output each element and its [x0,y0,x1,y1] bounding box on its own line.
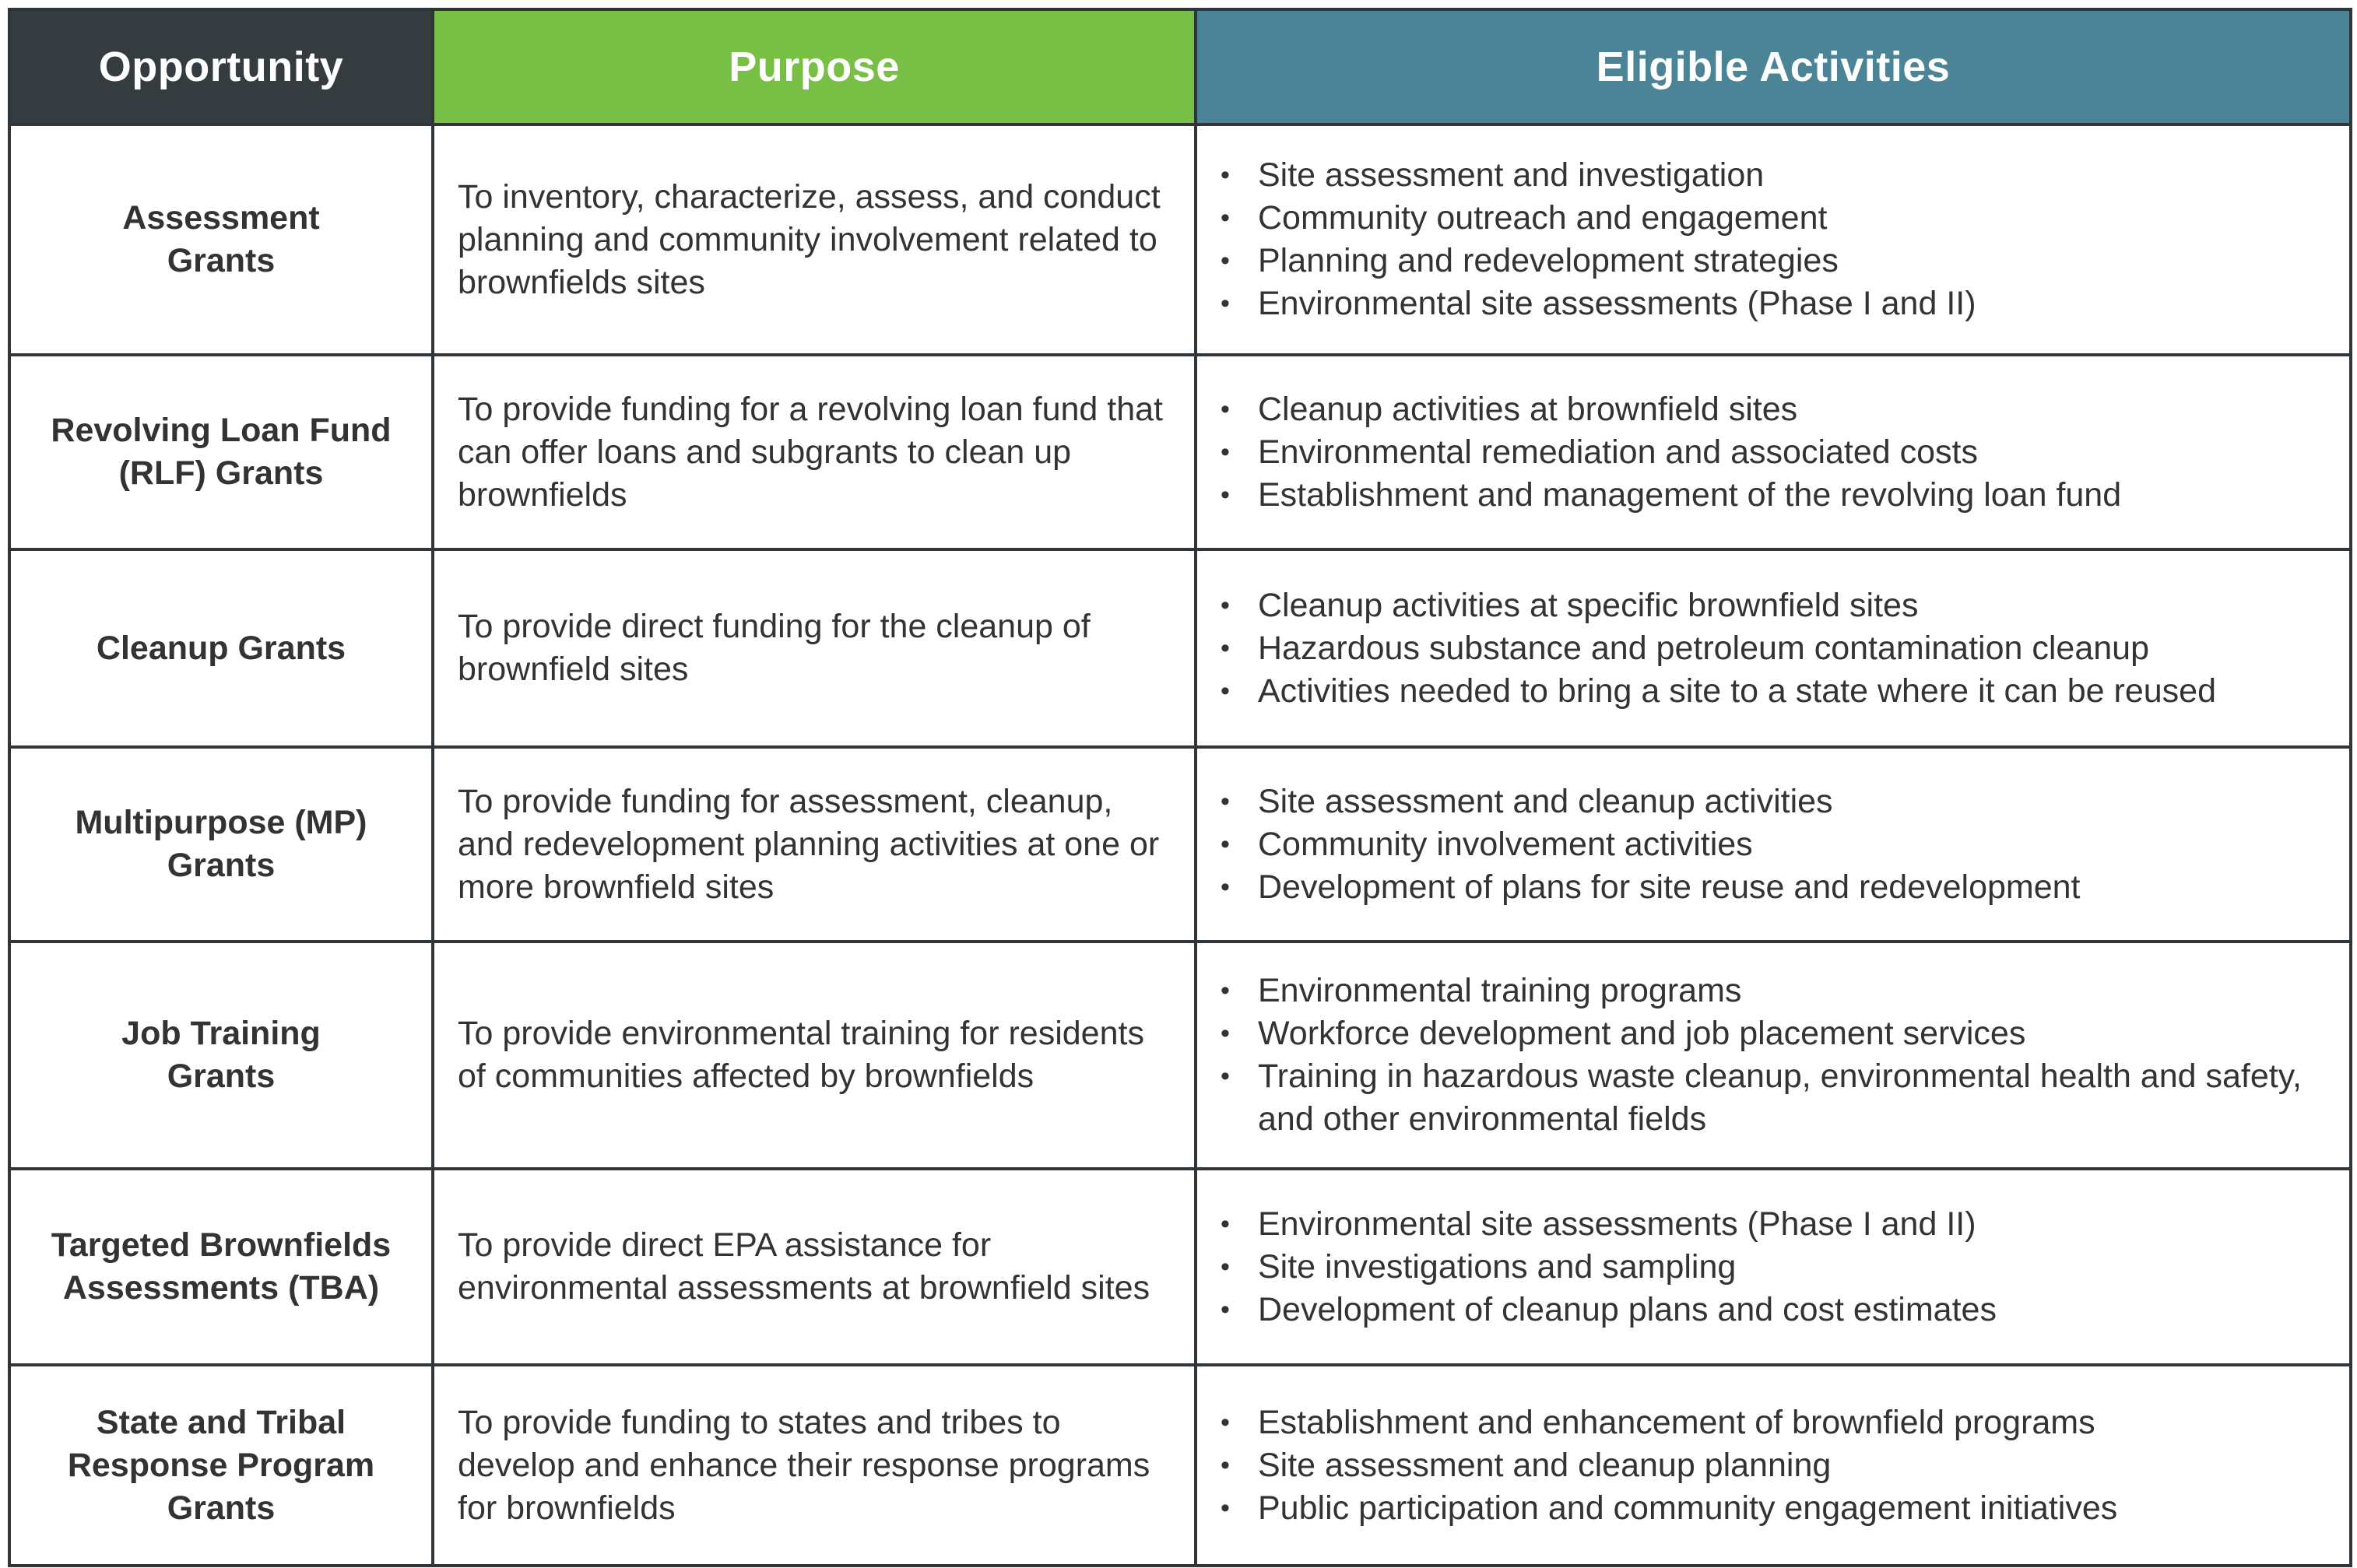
opportunity-name-line: Response Program [67,1446,375,1484]
opportunity-name-line: Grants [167,242,276,279]
list-item [1213,823,2331,866]
opportunity-cell [9,1169,433,1365]
bullet-icon: • [1221,633,1230,663]
list-item [1213,970,2331,1012]
activities-list [1213,780,2331,909]
list-item [1213,197,2331,240]
activity-text: Establishment and enhancement of brownfield programs [1258,1403,2095,1441]
eligible-activities-cell [1196,549,2351,747]
table-row [9,549,2351,747]
opportunity-name-line: Assessments (TBA) [62,1269,380,1307]
activity-text: Community outreach and engagement [1258,199,1828,237]
bullet-icon: • [1221,1450,1230,1480]
list-item [1213,388,2331,431]
activity-text: Cleanup activities at specific brownfield sites [1258,586,1919,624]
table-row [9,125,2351,355]
eligible-activities-cell [1196,1365,2351,1566]
bullet-icon: • [1221,246,1230,275]
opportunity-name-line: State and Tribal [96,1403,346,1441]
list-item [1213,1289,2331,1331]
activity-text: Development of plans for site reuse and redevelopment [1258,868,2081,906]
table-row [9,942,2351,1169]
opportunity-name-line: Multipurpose (MP) [75,804,367,841]
list-item [1213,627,2331,670]
opportunity-cell [9,355,433,549]
bullet-icon: • [1221,1251,1230,1282]
grants-table [8,8,2352,1567]
opportunity-name-line: Revolving Loan Fund [51,412,392,449]
purpose-cell: To provide funding to states and tribes to develop and enhance their response programs for brownfields [433,1365,1196,1566]
list-item [1213,154,2331,197]
opportunity-name-line: Grants [167,1489,276,1527]
purpose-cell: To provide environmental training for residents of communities affected by brownfields [433,942,1196,1169]
list-item [1213,1012,2331,1055]
opportunity-name-line: (RLF) Grants [118,454,324,492]
table-header [9,9,2351,125]
bullet-icon: • [1221,1493,1230,1523]
activity-text: Cleanup activities at brownfield sites [1258,390,1798,428]
opportunity-name-line: Job Training [121,1015,321,1052]
bullet-icon: • [1221,590,1230,620]
activity-text: Activities needed to bring a site to a state where it can be reused [1258,672,2217,710]
list-item [1213,474,2331,517]
activities-list [1213,388,2331,517]
eligible-activities-cell [1196,747,2351,942]
opportunity-cell [9,125,433,355]
bullet-icon: • [1221,1407,1230,1437]
opportunity-name-line: Assessment [122,199,320,237]
activity-text: Workforce development and job placement services [1258,1015,2026,1052]
bullet-icon: • [1221,1019,1230,1048]
bullet-icon: • [1221,829,1230,859]
list-item [1213,431,2331,474]
header-purpose: Purpose [433,9,1196,125]
activity-text: Environmental site assessments (Phase I and II) [1258,1205,1976,1243]
activities-list [1213,1203,2331,1331]
bullet-icon: • [1221,394,1230,424]
opportunity-name-line: Cleanup Grants [96,629,346,667]
table-row [9,747,2351,942]
activity-text: Development of cleanup plans and cost estimates [1258,1290,1997,1328]
list-item [1213,1444,2331,1487]
header-eligible-activities: Eligible Activities [1196,9,2351,125]
activity-text: Site assessment and investigation [1258,156,1765,194]
activities-list [1213,1401,2331,1530]
bullet-icon: • [1221,976,1230,1005]
activity-text: Training in hazardous waste cleanup, environmental health and safety, and other environmental fields [1258,1058,2302,1138]
opportunity-cell [9,549,433,747]
list-item [1213,1246,2331,1289]
bullet-icon: • [1221,1208,1230,1239]
list-item [1213,1487,2331,1530]
list-item [1213,1055,2331,1141]
opportunity-name-line: Targeted Brownfields [51,1226,392,1264]
bullet-icon: • [1221,872,1230,902]
table-row [9,355,2351,549]
purpose-cell: To provide funding for a revolving loan fund that can offer loans and subgrants to clean up brownfields [433,355,1196,549]
list-item [1213,780,2331,823]
activity-text: Planning and redevelopment strategies [1258,242,1839,279]
activity-text: Site investigations and sampling [1258,1247,1737,1286]
header-row [9,9,2351,125]
opportunity-name-line: Grants [167,1058,276,1095]
list-item [1213,240,2331,282]
bullet-icon: • [1221,203,1230,233]
activities-list [1213,584,2331,713]
activity-text: Environmental remediation and associated costs [1258,433,1979,471]
eligible-activities-cell [1196,1169,2351,1365]
activity-text: Environmental training programs [1258,972,1742,1009]
purpose-cell: To inventory, characterize, assess, and conduct planning and community involvement related to brownfields sites [433,125,1196,355]
bullet-icon: • [1221,289,1230,318]
opportunity-name-line: Grants [167,847,276,884]
list-item [1213,584,2331,627]
activity-text: Establishment and management of the revolving loan fund [1258,475,2122,514]
list-item [1213,282,2331,325]
list-item [1213,1401,2331,1444]
table-row [9,1365,2351,1566]
opportunity-cell [9,747,433,942]
activities-list [1213,154,2331,325]
list-item [1213,1203,2331,1246]
bullet-icon: • [1221,675,1230,706]
bullet-icon: • [1221,1061,1230,1091]
opportunity-cell [9,942,433,1169]
list-item [1213,866,2331,909]
bullet-icon: • [1221,1294,1230,1324]
eligible-activities-cell [1196,125,2351,355]
bullet-icon: • [1221,479,1230,510]
header-opportunity: Opportunity [9,9,433,125]
purpose-cell: To provide direct EPA assistance for environmental assessments at brownfield sites [433,1169,1196,1365]
activity-text: Hazardous substance and petroleum contamination cleanup [1258,629,2150,667]
purpose-cell: To provide funding for assessment, cleanup, and redevelopment planning activities at one or more brownfield sites [433,747,1196,942]
eligible-activities-cell [1196,942,2351,1169]
bullet-icon: • [1221,160,1230,190]
activity-text: Site assessment and cleanup activities [1258,782,1833,820]
table-row [9,1169,2351,1365]
eligible-activities-cell [1196,355,2351,549]
activity-text: Environmental site assessments (Phase I and II) [1258,285,1976,322]
activity-text: Community involvement activities [1258,825,1753,863]
bullet-icon: • [1221,437,1230,467]
activities-list [1213,970,2331,1141]
activity-text: Site assessment and cleanup planning [1258,1446,1832,1484]
list-item [1213,670,2331,713]
purpose-cell: To provide direct funding for the cleanup of brownfield sites [433,549,1196,747]
table-body [9,125,2351,1566]
bullet-icon: • [1221,786,1230,816]
activity-text: Public participation and community engagement initiatives [1258,1489,2118,1527]
opportunity-cell [9,1365,433,1566]
